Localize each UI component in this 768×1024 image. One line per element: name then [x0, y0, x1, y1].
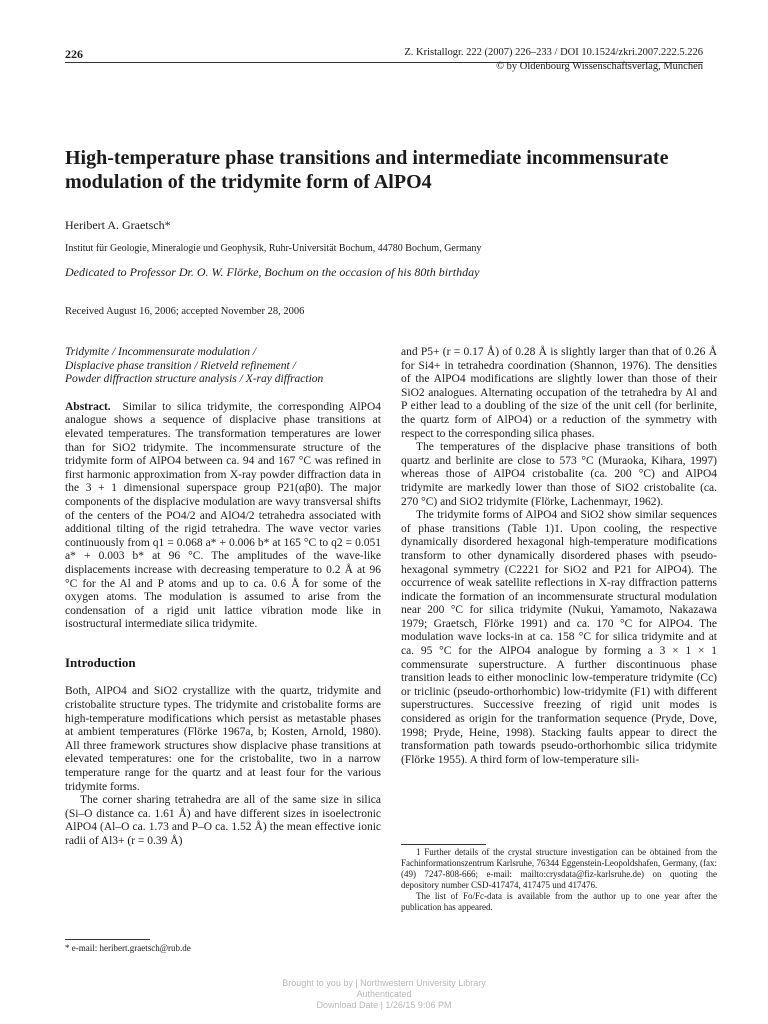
download-watermark: [0, 978, 768, 1011]
author-name: Heribert A. Graetsch*: [65, 218, 171, 232]
running-header: [65, 47, 703, 81]
body-paragraph: The tridymite forms of AlPO4 and SiO2 show similar sequences of phase transitions (Table 1)1. Upon cooling, the respective dynamically disordered hexagonal high-temperature modifications transform to other dynamically disordered phases with pseudo-hexagonal symmetry (C2221 for SiO2 and P21 for AlPO4). The occurrence of weak satellite reflections in X-ray diffraction patterns indicate the formation of an incommensurate structural modulation near 200 °C for silica tridymite (Nukui, Yamamoto, Nakazawa 1979; Graetsch, Flörke 1991) and ca. 170 °C for AlPO4. The modulation wave locks-in at ca. 158 °C for silica tridymite and at ca. 95 °C for the AlPO4 analogue by forming a 3 × 1 × 1 commensurate superstructure. A further discontinuous phase transition leads to either monoclinic low-temperature tridymite (Cc) or triclinic (pseudo-orthorhombic) low-tridymite (F1) with different superstructures. Successive freezing of rigid unit modes is considered as origin for the tranformation sequence (Pryde, Dove, 1998; Pryde, Heine, 1998). Stacking faults appear to direct the transformation path towards pseudo-orthorhombic silica tridymite (Flörke 1955). A third form of low-temperature sili-: [401, 509, 717, 766]
footnote-1: 1 Further details of the crystal structure investigation can be obtained from the Fachinformationszentrum Karlsruhe, 76344 Eggenstein-Leopoldshafen, Germany, (fax: (49) 7247-808-666; e-mail: mailto:crysdata@fiz-karlsruhe.de) on quoting the depository number CSD-417474, 417475 und 417476.: [401, 847, 717, 891]
publisher-copyright: © by Oldenbourg Wissenschaftsverlag, München: [496, 61, 703, 72]
abstract-heading: Abstract.: [65, 400, 111, 413]
article-title: High-temperature phase transitions and intermediate incommensurate modulation of the tridymite form of AlPO4: [65, 147, 669, 193]
watermark-line: Authenticated: [356, 989, 412, 999]
dedication: Dedicated to Professor Dr. O. W. Flörke, Bochum on the occasion of his 80th birthday: [65, 265, 480, 279]
keyword-line: Displacive phase transition / Rietveld refinement /: [65, 359, 296, 372]
intro-paragraph: Both, AlPO4 and SiO2 crystallize with the quartz, tridymite and cristobalite structure types. The tridymite and cristobalite forms are high-temperature modifications which persist as metastable phases at ambient temperatures (Flörke 1967a, b; Kosten, Arnold, 1980). All three framework structures show displacive phase transitions at elevated temperatures: one for the cristobalite, two in a narrow temperature range for the quartz and at least four for the various tridymite forms.: [65, 685, 381, 793]
abstract-text: Similar to silica tridymite, the corresponding AlPO4 analogue shows a sequence of displacive phase transitions at elevated temperatures. The transformation temperatures are lower than for SiO2 tridymite. The incommensurate structure of the tridymite form of AlPO4 between ca. 94 and 167 °C was refined in first harmonic approximation from X-ray powder diffraction data in the 3 + 1 dimensional superspace group P21(αβ0). The major components of the displacive modulation are wavy transversal shifts of the centers of the PO4/2 and AlO4/2 tetrahedra associated with additional tilting of the rigid tetrahedra. The wave vector varies continuously from q1 = 0.068 a* + 0.006 b* at 165 °C to q2 = 0.051 a* + 0.003 b* at 96 °C. The amplitudes of the wave-like displacements increase with decreasing temperature to 0.2 Å at 96 °C for the Al and P atoms and up to ca. 0.6 Å for some of the oxygen atoms. The modulation is assumed to arise from the condensation of a rigid unit lattice vibration mode like in isostructural intermediate silica tridymite.: [65, 400, 381, 631]
abstract: [65, 401, 381, 632]
section-heading-introduction: Introduction: [65, 654, 136, 670]
footnote-email: * e-mail: heribert.graetsch@rub.de: [65, 943, 191, 953]
page-number: 226: [65, 47, 83, 61]
body-paragraph: and P5+ (r = 0.17 Å) of 0.28 Å is slightly larger than that of 0.26 Å for Si4+ in tetrahedra coordination (Shannon, 1976). The densities of the AlPO4 modifications are slightly lower than those of their SiO2 analogues. Alternating occupation of the tetrahedra by Al and P either lead to a doubling of the size of the unit cell (for berlinite, the quartz form of AlPO4) or a reduction of the symmetry with respect to the corresponding silica phases.: [401, 346, 717, 440]
keyword-line: Tridymite / Incommensurate modulation /: [65, 346, 257, 358]
body-paragraph: The temperatures of the displacive phase transitions of both quartz and berlinite are close to 573 °C (Muraoka, Kihara, 1997) whereas those of AlPO4 cristobalite (ca. 200 °C) and AlPO4 tridymite are markedly lower than those of SiO2 cristobalite (ca. 270 °C) and SiO2 tridymite (Flörke, Lachenmayr, 1962).: [401, 441, 717, 508]
author-affiliation: Institut für Geologie, Mineralogie und Geophysik, Ruhr-Universität Bochum, 44780 Bochum, Germany: [65, 243, 482, 254]
keyword-line: Powder diffraction structure analysis / X-ray diffraction: [65, 373, 324, 386]
footnotes-right: [401, 847, 717, 914]
left-column: [65, 346, 381, 849]
keywords: [65, 346, 381, 387]
received-dates: Received August 16, 2006; accepted November 28, 2006: [65, 306, 305, 317]
journal-citation: Z. Kristallogr. 222 (2007) 226–233 / DOI 10.1524/zkri.2007.222.5.226: [404, 47, 703, 58]
footnote-2: The list of Fo/Fc-data is available from the author up to one year after the publication has appeared.: [401, 891, 717, 913]
right-column: [401, 346, 717, 767]
intro-paragraph: The corner sharing tetrahedra are all of the same size in silica (Si–O distance ca. 1.61 Å) and have different sizes in isoelectronic AlPO4 (Al–O ca. 1.73 and P–O ca. 1.52 Å) the mean effective ionic radii of Al3+ (r = 0.39 Å): [65, 794, 381, 847]
watermark-line: Download Date | 1/26/15 9:06 PM: [316, 1000, 452, 1010]
footnote-rule: [401, 844, 486, 845]
footnote-rule: [65, 939, 150, 940]
watermark-line: Brought to you by | Northwestern University Library: [282, 978, 486, 988]
